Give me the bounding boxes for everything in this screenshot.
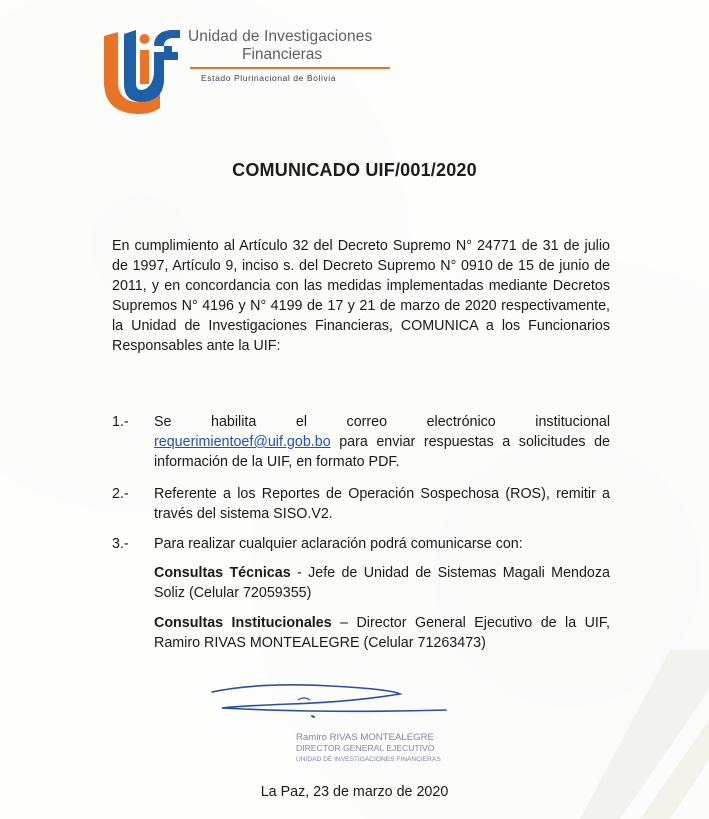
logo-name-line1: Unidad de Investigaciones	[188, 28, 373, 45]
watermark-stripes-icon	[580, 650, 709, 819]
consultas-institucionales-label: Consultas Institucionales	[154, 615, 332, 631]
consultas-institucionales-text: – Director General Ejecutivo de la UIF, Ramiro RIVAS MONTEALEGRE (Celular 71263473)	[154, 615, 610, 651]
list-item-body: Referente a los Reportes de Operación Sospechosa (ROS), remitir a través del sistema SISO.V2.	[154, 486, 610, 522]
document-title: COMUNICADO UIF/001/2020	[232, 160, 477, 180]
stamp-position: DIRECTOR GENERAL EJECUTIVO	[296, 743, 435, 753]
uif-logo	[100, 24, 390, 116]
intro-paragraph: En cumplimiento al Artículo 32 del Decreto Supremo N° 24771 de 31 de julio de 1997, Artículo 9, inciso s. del Decreto Supremo N° 0910 de 15 de junio de 2011, y en concordancia con las medidas implementadas mediante Decretos Supremos N° 4196 y N° 4199 de 17 y 21 de marzo de 2020 respectivamente, la Unidad de Investigaciones Financieras, COMUNICA a los Funcionarios Responsables ante la UIF:	[112, 238, 610, 354]
signature-icon	[200, 680, 450, 732]
list-item-body: Para realizar cualquier aclaración podrá comunicarse con:	[154, 536, 523, 552]
item1-text-after: para enviar respuestas a solicitudes de información de la UIF, en formato PDF.	[154, 434, 610, 470]
logo-divider	[190, 67, 390, 69]
consultas-tecnicas-text: - Jefe de Unidad de Sistemas Magali Mendoza Soliz (Celular 72059355)	[154, 565, 610, 601]
place-date: La Paz, 23 de marzo de 2020	[260, 784, 449, 800]
uif-emblem-icon	[100, 24, 188, 116]
list-item-number: 2.-	[112, 486, 129, 502]
consultas-institucionales	[154, 613, 610, 653]
signature-stamp	[296, 732, 441, 765]
item1-text-before: Se habilita el correo electrónico institucional	[154, 414, 610, 430]
stamp-organization: UNIDAD DE INVESTIGACIONES FINANCIERAS	[296, 756, 441, 763]
consultas-tecnicas	[154, 563, 610, 603]
list-item-number: 1.-	[112, 414, 129, 430]
consultas-tecnicas-label: Consultas Técnicas	[154, 565, 291, 581]
logo-name-line2: Financieras	[242, 46, 323, 63]
list-item-number: 3.-	[112, 536, 129, 552]
stamp-name: Ramiro RIVAS MONTEALEGRE	[296, 732, 434, 743]
list-item-body	[154, 412, 610, 472]
logo-subtitle: Estado Plurinacional de Bolivia	[201, 73, 337, 83]
email-link[interactable]: requerimientoef@uif.gob.bo	[154, 434, 331, 450]
